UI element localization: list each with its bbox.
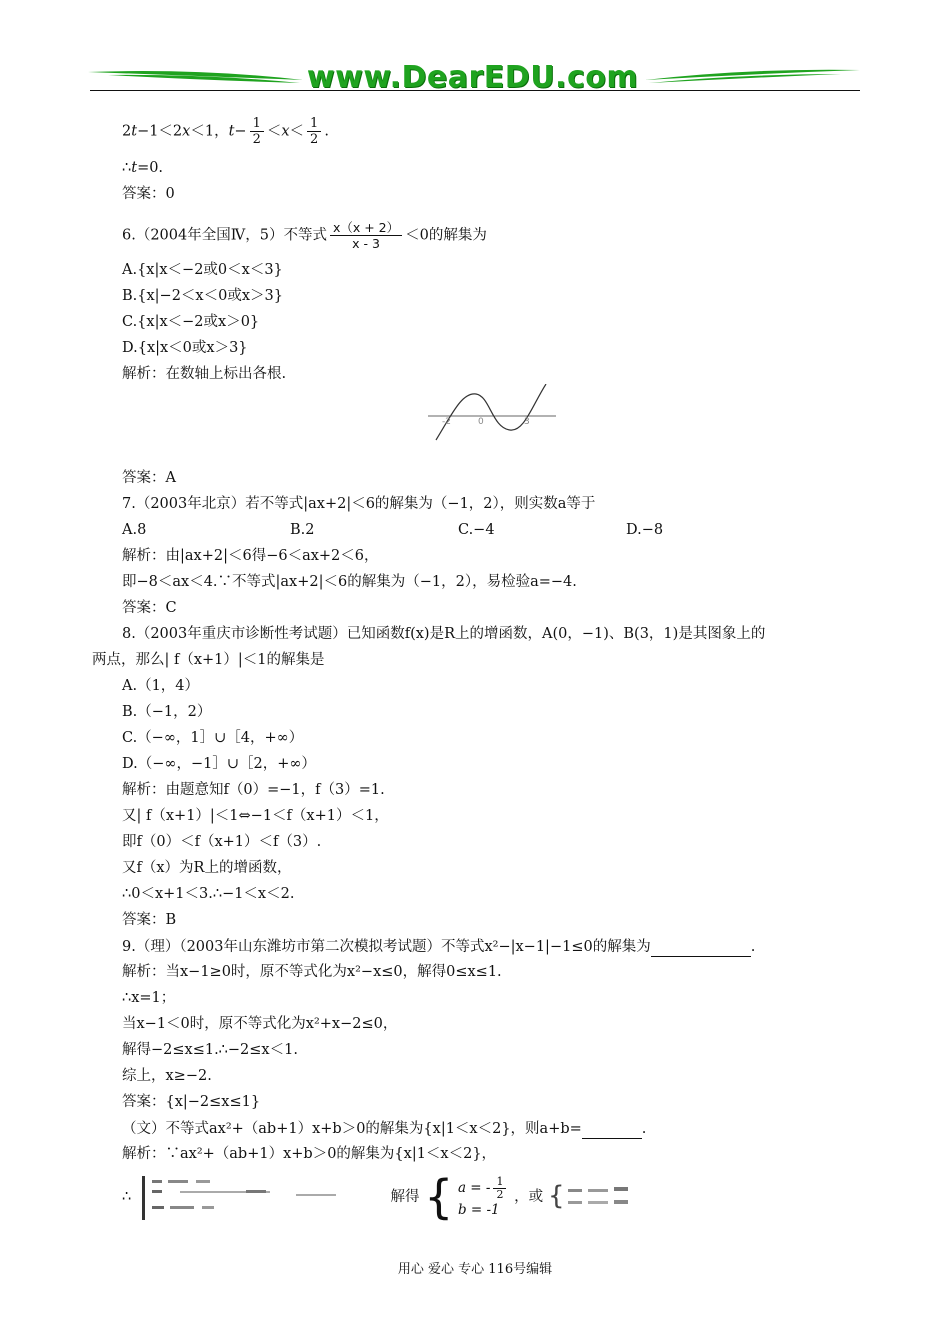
right-swoosh-decoration (645, 66, 860, 88)
q6-solution: 解析：在数轴上标出各根. (122, 366, 287, 382)
blurred-equation-system-image (136, 1172, 386, 1222)
q7-option-b: B.2 (290, 522, 315, 538)
q9-solution-2: ∴x=1； (122, 990, 176, 1006)
q8-answer: 答案：B (122, 912, 177, 928)
number-line-sketch (428, 384, 558, 448)
brace-left: { (424, 1170, 454, 1224)
q6-fraction: $\frac{x(x + 2)}{x - 3}$ (330, 220, 402, 251)
q7-solution-2: 即−8＜ax＜4.∵不等式|ax+2|＜6的解集为（−1，2），易检验a=−4. (122, 574, 577, 590)
question-8-line-1: 8.（2003年重庆市诊断性考试题）已知函数f(x)是R上的增函数，A(0，−1)、B(3，1)是其图象上的 (122, 626, 766, 642)
q7-option-d: D.−8 (626, 522, 664, 538)
solution-system: a = - $\frac{1}{2}$ b = -1 (458, 1176, 510, 1219)
question-9: 9.（理）（2003年山东潍坊市第二次模拟考试题）不等式x²−|x−1|−1≤0的解集为 . (122, 936, 755, 957)
tick-label-0: 0 (478, 417, 484, 427)
q9-solution-5: 综上，x≥−2. (122, 1068, 212, 1084)
question-8-line-2: 两点，那么| f（x+1）|＜1的解集是 (92, 652, 325, 668)
site-logo-text: www.DearEDU.com (306, 60, 639, 95)
derivation-line-2: ∴t=0. (122, 160, 164, 176)
q8-option-c: C.（−∞，1］∪［4，+∞） (122, 730, 304, 746)
q7-option-a: A.8 (122, 522, 147, 538)
q6-answer: 答案：A (122, 470, 176, 486)
q8-solution-5: ∴0＜x+1＜3.∴−1＜x＜2. (122, 886, 295, 902)
q7-answer: 答案：C (122, 600, 177, 616)
blurred-alt-solution-image (548, 1177, 658, 1217)
q9-answer: 答案：{x|−2≤x≤1} (122, 1094, 261, 1110)
q6-option-c: C.{x|x＜−2或x＞0} (122, 314, 260, 330)
q8-option-d: D.（−∞，−1］∪［2，+∞） (122, 756, 316, 772)
q9-solution-4: 解得−2≤x≤1.∴−2≤x＜1. (122, 1042, 298, 1058)
question-7: 7.（2003年北京）若不等式|ax+2|＜6的解集为（−1，2），则实数a等于 (122, 496, 596, 512)
derivation-line-1: 2t−1＜2x＜1，t− $\frac{1}{2}$ ＜x＜ $\frac{1}{2}$ . (122, 116, 329, 147)
tick-label-neg2: -2 (442, 417, 451, 427)
question-9-wen: （文）不等式ax²+（ab+1）x+b＞0的解集为{x|1＜x＜2}，则a+b= . (122, 1118, 646, 1139)
q8-solution-2: 又| f（x+1）|＜1⇔−1＜f（x+1）＜1， (122, 808, 389, 824)
svg-text:{: { (547, 1181, 565, 1211)
q9w-solution-system: ∴ 解得 { a = - $\frac{1}{2}$ b = -1 ，或 { (122, 1172, 658, 1222)
header-rule (90, 90, 860, 91)
fraction-half: $\frac{1}{2}$ (307, 116, 321, 147)
q8-solution-3: 即f（0）＜f（x+1）＜f（3）. (122, 834, 322, 850)
question-6: 6.（2004年全国Ⅳ，5）不等式 $\frac{x(x + 2)}{x - 3}$ ＜0的解集为 (122, 220, 487, 251)
left-swoosh-decoration (88, 66, 303, 88)
q8-solution-1: 解析：由题意知f（0）=−1，f（3）=1. (122, 782, 385, 798)
q8-solution-4: 又f（x）为R上的增函数， (122, 860, 292, 876)
q6-option-b: B.{x|−2＜x＜0或x＞3} (122, 288, 283, 304)
answer-5: 答案：0 (122, 186, 175, 202)
q8-option-b: B.（−1，2） (122, 704, 212, 720)
page-footer: 用心 爱心 专心 116号编辑 (397, 1262, 553, 1277)
q9-solution-1: 解析：当x−1≥0时，原不等式化为x²−x≤0，解得0≤x≤1. (122, 964, 502, 980)
fraction-half: $\frac{1}{2}$ (250, 116, 264, 147)
q9w-solution-1: 解析：∵ax²+（ab+1）x+b＞0的解集为{x|1＜x＜2}， (122, 1146, 497, 1162)
q6-option-a: A.{x|x＜−2或0＜x＜3} (122, 262, 283, 278)
q6-option-d: D.{x|x＜0或x＞3} (122, 340, 248, 356)
tick-label-3: 3 (524, 417, 530, 427)
q7-solution-1: 解析：由|ax+2|＜6得−6＜ax+2＜6， (122, 548, 379, 564)
q7-option-c: C.−4 (458, 522, 495, 538)
q8-option-a: A.（1，4） (122, 678, 200, 694)
q9-solution-3: 当x−1＜0时，原不等式化为x²+x−2≤0， (122, 1016, 398, 1032)
